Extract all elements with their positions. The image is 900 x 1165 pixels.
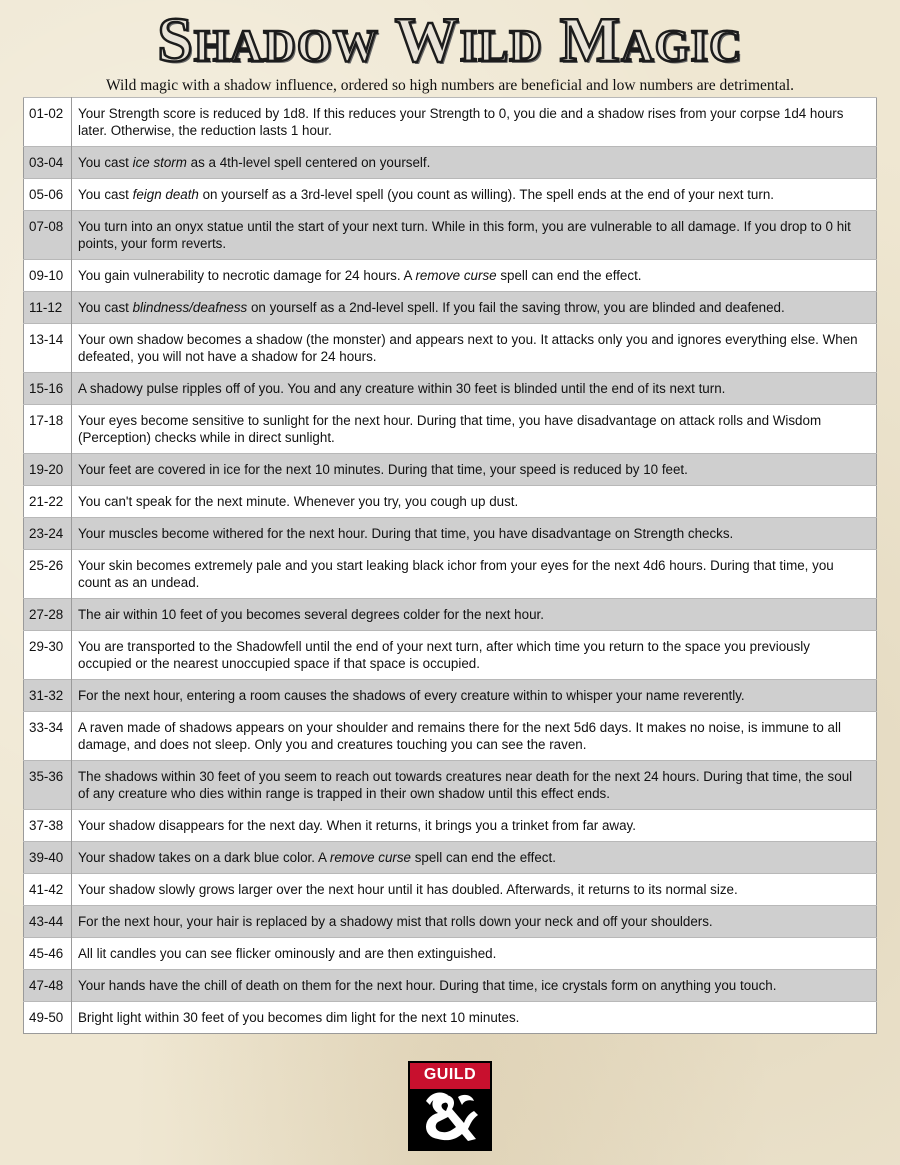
table-row	[24, 211, 877, 260]
roll-range-cell: 05-06	[24, 179, 72, 211]
effect-description-cell	[72, 98, 877, 147]
table-row	[24, 324, 877, 373]
effect-description-cell	[72, 147, 877, 179]
effect-description-cell	[72, 874, 877, 906]
wild-magic-table	[23, 97, 877, 1034]
effect-text: You gain vulnerability to necrotic damage for 24 hours. A	[78, 268, 416, 283]
table-row	[24, 292, 877, 324]
effect-text: A shadowy pulse ripples off of you. You and any creature within 30 feet is blinded until the end of its next turn.	[78, 381, 726, 396]
table-row	[24, 906, 877, 938]
effect-description-cell	[72, 712, 877, 761]
effect-text: You cast	[78, 187, 133, 202]
roll-range-cell: 15-16	[24, 373, 72, 405]
table-row	[24, 260, 877, 292]
table-row	[24, 712, 877, 761]
table-row	[24, 938, 877, 970]
effect-text: All lit candles you can see flicker ominously and are then extinguished.	[78, 946, 497, 961]
roll-range-cell: 23-24	[24, 518, 72, 550]
effect-text: Your Strength score is reduced by 1d8. If this reduces your Strength to 0, you die and a shadow rises from your corpse 1d4 hours later. Otherwise, the reduction lasts 1 hour.	[78, 106, 844, 138]
roll-range-cell: 35-36	[24, 761, 72, 810]
table-row	[24, 970, 877, 1002]
table-row	[24, 179, 877, 211]
spell-name: feign death	[132, 187, 199, 202]
roll-range-cell: 47-48	[24, 970, 72, 1002]
effect-text: Your shadow slowly grows larger over the next hour until it has doubled. Afterwards, it returns to its normal size.	[78, 882, 738, 897]
effect-text: Bright light within 30 feet of you becomes dim light for the next 10 minutes.	[78, 1010, 520, 1025]
table-row	[24, 599, 877, 631]
effect-description-cell	[72, 211, 877, 260]
roll-range-cell: 45-46	[24, 938, 72, 970]
effect-description-cell	[72, 292, 877, 324]
effect-description-cell	[72, 599, 877, 631]
spell-name: blindness/deafness	[132, 300, 248, 315]
page-title: Shadow Wild Magic	[157, 4, 743, 75]
effect-text: For the next hour, your hair is replaced by a shadowy mist that rolls down your neck and off your shoulders.	[78, 914, 713, 929]
roll-range-cell: 27-28	[24, 599, 72, 631]
effect-description-cell	[72, 260, 877, 292]
dm-guild-logo	[408, 1061, 492, 1151]
roll-range-cell: 19-20	[24, 454, 72, 486]
effect-text: You are transported to the Shadowfell until the end of your next turn, after which time you return to the space you previously occupied or the nearest unoccupied space if that space is occupied.	[78, 639, 810, 671]
table-row	[24, 680, 877, 712]
effect-description-cell	[72, 906, 877, 938]
effect-description-cell	[72, 842, 877, 874]
effect-text: For the next hour, entering a room causes the shadows of every creature within to whisper your name reverently.	[78, 688, 745, 703]
roll-range-cell: 25-26	[24, 550, 72, 599]
table-row	[24, 631, 877, 680]
effect-description-cell	[72, 486, 877, 518]
spell-name: remove curse	[329, 850, 411, 865]
table-row	[24, 147, 877, 179]
effect-text: spell can end the effect.	[496, 268, 642, 283]
table-row	[24, 761, 877, 810]
spell-name: ice storm	[132, 155, 187, 170]
effect-description-cell	[72, 1002, 877, 1034]
roll-range-cell: 39-40	[24, 842, 72, 874]
roll-range-cell: 07-08	[24, 211, 72, 260]
roll-range-cell: 37-38	[24, 810, 72, 842]
effect-text: on yourself as a 3rd-level spell (you count as willing). The spell ends at the end of your next turn.	[198, 187, 775, 202]
effect-description-cell	[72, 454, 877, 486]
roll-range-cell: 11-12	[24, 292, 72, 324]
effect-text: Your hands have the chill of death on them for the next hour. During that time, ice crystals form on anything you touch.	[78, 978, 777, 993]
effect-description-cell	[72, 550, 877, 599]
table-row	[24, 454, 877, 486]
effect-text: You cast	[78, 300, 133, 315]
logo-wordmark: GUILD	[423, 1066, 477, 1083]
roll-range-cell: 21-22	[24, 486, 72, 518]
effect-text: Your eyes become sensitive to sunlight for the next hour. During that time, you have disadvantage on attack rolls and Wisdom (Perception) checks while in direct sunlight.	[78, 413, 822, 445]
roll-range-cell: 03-04	[24, 147, 72, 179]
spell-name: remove curse	[415, 268, 497, 283]
roll-range-cell: 17-18	[24, 405, 72, 454]
effect-text: The shadows within 30 feet of you seem to reach out towards creatures near death for the next 24 hours. During that time, the soul of any creature who dies within range is trapped in their own shadow until this effect ends.	[78, 769, 853, 801]
roll-range-cell: 43-44	[24, 906, 72, 938]
roll-range-cell: 33-34	[24, 712, 72, 761]
wild-magic-table-body	[24, 98, 877, 1034]
ampersand-dragon-icon	[408, 1061, 492, 1151]
effect-text: You cast	[78, 155, 133, 170]
roll-range-cell: 41-42	[24, 874, 72, 906]
table-row	[24, 518, 877, 550]
roll-range-cell: 13-14	[24, 324, 72, 373]
table-row	[24, 405, 877, 454]
table-row	[24, 486, 877, 518]
effect-text: Your feet are covered in ice for the next 10 minutes. During that time, your speed is reduced by 10 feet.	[78, 462, 688, 477]
effect-description-cell	[72, 680, 877, 712]
roll-range-cell: 09-10	[24, 260, 72, 292]
effect-description-cell	[72, 938, 877, 970]
effect-text: Your shadow disappears for the next day. When it returns, it brings you a trinket from far away.	[78, 818, 636, 833]
roll-range-cell: 01-02	[24, 98, 72, 147]
effect-description-cell	[72, 761, 877, 810]
effect-text: You turn into an onyx statue until the start of your next turn. While in this form, you are vulnerable to all damage. If you drop to 0 hit points, your form reverts.	[78, 219, 851, 251]
effect-description-cell	[72, 405, 877, 454]
effect-text: Your shadow takes on a dark blue color. A	[78, 850, 330, 865]
table-row	[24, 373, 877, 405]
effect-text: You can't speak for the next minute. Whenever you try, you cough up dust.	[78, 494, 519, 509]
effect-text: A raven made of shadows appears on your shoulder and remains there for the next 5d6 days. It makes no noise, is immune to all damage, and does not sleep. Only you and creatures touching you can see the raven.	[78, 720, 841, 752]
table-row	[24, 98, 877, 147]
effect-text: Your own shadow becomes a shadow (the monster) and appears next to you. It attacks only you and ignores everything else. When defeated, you will not have a shadow for 24 hours.	[78, 332, 858, 364]
effect-description-cell	[72, 373, 877, 405]
table-row	[24, 550, 877, 599]
effect-text: Your skin becomes extremely pale and you start leaking black ichor from your eyes for the next 4d6 hours. During that time, you count as an undead.	[78, 558, 834, 590]
table-row	[24, 842, 877, 874]
roll-range-cell: 29-30	[24, 631, 72, 680]
table-row	[24, 810, 877, 842]
roll-range-cell: 49-50	[24, 1002, 72, 1034]
effect-description-cell	[72, 324, 877, 373]
effect-description-cell	[72, 179, 877, 211]
table-row	[24, 1002, 877, 1034]
effect-description-cell	[72, 631, 877, 680]
effect-description-cell	[72, 518, 877, 550]
table-row	[24, 874, 877, 906]
page-subtitle: Wild magic with a shadow influence, ordered so high numbers are beneficial and low numbers are detrimental.	[105, 77, 795, 94]
effect-text: Your muscles become withered for the next hour. During that time, you have disadvantage on Strength checks.	[78, 526, 734, 541]
effect-text: as a 4th-level spell centered on yourself.	[186, 155, 431, 170]
roll-range-cell: 31-32	[24, 680, 72, 712]
effect-description-cell	[72, 810, 877, 842]
effect-text: on yourself as a 2nd-level spell. If you fail the saving throw, you are blinded and deafened.	[247, 300, 785, 315]
effect-text: The air within 10 feet of you becomes several degrees colder for the next hour.	[78, 607, 544, 622]
effect-description-cell	[72, 970, 877, 1002]
effect-text: spell can end the effect.	[411, 850, 556, 865]
